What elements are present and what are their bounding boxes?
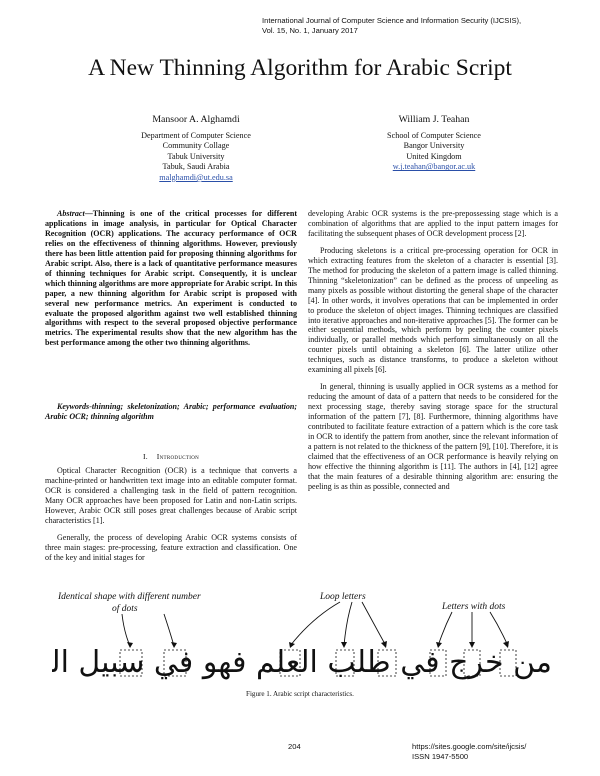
right-column [308, 209, 558, 492]
footer-issn: ISSN 1947-5500 [412, 752, 469, 761]
journal-volume: Vol. 15, No. 1, January 2017 [262, 26, 358, 35]
arabic-sample-text: من خرج في طلب العلم فهو في سبيل الله [52, 645, 552, 680]
label-letters-with-dots: Letters with dots [442, 602, 506, 612]
figure-arabic-script [52, 588, 572, 684]
author-name: William J. Teahan [398, 114, 470, 125]
author-email-link[interactable]: malghamdi@ut.edu.sa [159, 172, 233, 182]
author-univ: Tabuk University [167, 151, 225, 161]
label-identical-shape-2: of dots [112, 604, 138, 614]
paragraph: Optical Character Recognition (OCR) is a technique that converts a machine-printed or handwritten text image into an editable computer format. OCR is considered a challenging task in the field of pattern recognition. Many OCR approaches have been proposed for Latin and non-Latin scripts. However, Arabic OCR still poses great challenges because of Arabic script characteristics [1]. [45, 466, 297, 525]
page-number: 204 [288, 742, 301, 751]
abstract [45, 209, 297, 348]
journal-name: International Journal of Computer Science and Information Security (IJCSIS), [262, 16, 522, 25]
footer-url[interactable]: https://sites.google.com/site/ijcsis/ [412, 742, 527, 751]
left-column [45, 209, 297, 348]
author-dept: School of Computer Science [387, 130, 481, 140]
footer-info [412, 742, 526, 762]
author-org: Bangor University [403, 141, 465, 151]
author-email-link[interactable]: w.j.teahan@bangor.ac.uk [392, 162, 476, 172]
section-title: Introduction [156, 452, 200, 461]
figure-annotations [52, 588, 572, 684]
author-block-2 [334, 115, 534, 173]
paragraph: developing Arabic OCR systems is the pre-prepossessing stage which is a combination of algorithms that are applied to the input pattern images for facilitating the subsequent phases of OCR development process [2]. [308, 209, 558, 238]
author-org: Community Collage [162, 141, 230, 151]
paragraph: In general, thinning is usually applied in OCR systems as a method for reducing the amount of data of a pattern that needs to be considered for the next processing stage, thereby saving storage space for the structural information of the pattern [7], [8]. Furthermore, thinning algorithms have contributed to facilitate feature extraction of a pattern which is the core task in OCR to identify the pattern from another, since the relevant information of a pattern is not related to the thickness of the pattern [9], [10]. Therefore, it is claimed that the effectiveness of an OCR performance is heavily relying on how effective the thinning algorithm is [11]. The authors in [4], [12] agree that the main features of a desirable thinning algorithm are: ensuring the peeling is as thin as possible, connected and [308, 382, 558, 491]
paragraph: Producing skeletons is a critical pre-processing operation for OCR in which extracting features from the skeleton of a character is essential [3]. The method for producing the skeleton of a pattern image is called thinning. Thinning “skeletonization” can be defined as the process of unpeeling as many pixels as possible without distorting the general shape of the character [4]. In other words, it involves operations that can be implemented in order to produce the skeleton of object images. Thinning techniques are classified into iterative approaches and non-iterative approaches [5]. The former can be either sequential methods, which perform by peeling the counter pixels individually, or parallel methods which perform simultaneously on all the counter pixels until obtaining a skeleton [6]. The latter utilize other techniques, such as distance transforms, to produce a skeleton without examining all pixels [6]. [308, 245, 558, 375]
author-dept: Department of Computer Science [141, 130, 251, 140]
label-loop-letters: Loop letters [320, 592, 366, 602]
intro-left [45, 466, 297, 563]
section-number: I. [142, 452, 148, 461]
journal-header [262, 16, 582, 36]
figure-caption: Figure 1. Arabic script characteristics. [246, 690, 354, 698]
abstract-text: —Thinning is one of the critical processes for different applications in image analysis, in particular for Optical Character Recognition (OCR) applications. The accuracy performance of OCR relies on the effectiveness of thinning algorithms. However, previously there has been little attention paid for proposing thinning algorithms for Arabic script. Also, there is a lack of quantitative performance measures of thinning techniques for Arabic script. Consequently, it is unclear which thinning algorithms are more appropriate for Arabic script. In this paper, a new thinning algorithm for Arabic script is proposed with several new performance metrics. An experiment is conducted to evaluate the proposed algorithm against two well established thinning algorithms with respect to the several proposed objective performance metrics. The experimental results show that the new algorithm has the best performance among the other two thinning algorithms. [45, 209, 297, 348]
keywords: Keywords-thinning; skeletonization; Arabic; performance evaluation; Arabic OCR; thinning algorithm [45, 402, 297, 421]
paper-title: A New Thinning Algorithm for Arabic Script [88, 55, 512, 81]
label-identical-shape: Identical shape with different number [58, 592, 201, 602]
section-heading [45, 452, 297, 461]
author-block-1 [96, 115, 296, 184]
abstract-label: Abstract [57, 209, 85, 218]
keywords-block [45, 402, 297, 422]
author-univ: United Kingdom [406, 151, 462, 161]
author-place: Tabuk, Saudi Arabia [162, 162, 230, 172]
paragraph: Generally, the process of developing Arabic OCR systems consists of three main stages: pre-processing, feature extraction and classification. One of the key and initial stages for [45, 532, 297, 562]
author-name: Mansoor A. Alghamdi [152, 114, 240, 125]
